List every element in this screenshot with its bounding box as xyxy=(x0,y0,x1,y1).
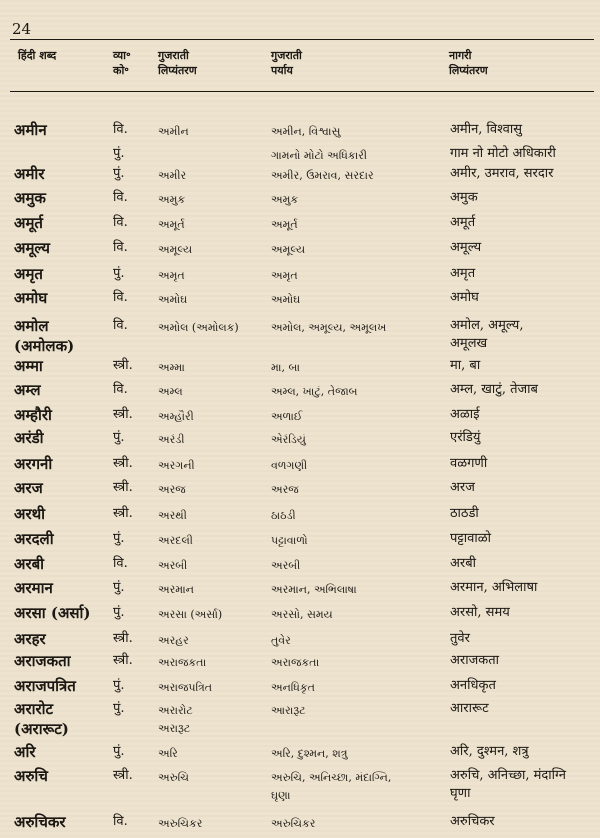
entry-row xyxy=(0,381,600,406)
entry-gujarati-transliteration: અરંડી xyxy=(158,433,185,446)
entry-hindi-word: अरहर xyxy=(14,630,46,648)
entry-hindi-word: अराजपत्रित xyxy=(14,677,76,695)
header-grammar: व्या॰ को॰ xyxy=(113,49,131,77)
entry-row xyxy=(0,239,600,264)
entry-row xyxy=(0,121,600,146)
entry-nagari-transliteration: अराजकता xyxy=(450,653,500,668)
entry-gujarati-transliteration: અરાજકતા xyxy=(158,656,207,669)
entry-gujarati-transliteration: અરુચિ xyxy=(158,771,189,784)
entry-grammar: स्त्री. xyxy=(113,456,133,471)
entry-gujarati-transliteration: અરબી xyxy=(158,559,188,572)
entry-hindi-word: अमीन xyxy=(14,121,47,139)
entry-nagari-transliteration: अमीर, उमराव, सरदार xyxy=(450,166,554,181)
entry-grammar: पुं. xyxy=(113,744,125,759)
entry-row xyxy=(0,579,600,604)
entry-nagari-transliteration: वळगणी xyxy=(450,456,488,471)
entry-gujarati-synonym: અમોઘ xyxy=(271,293,301,306)
entry-grammar: वि. xyxy=(113,556,128,571)
entry-row xyxy=(0,189,600,214)
entry-gujarati-transliteration: અમીન xyxy=(158,125,189,138)
entry-gujarati-synonym: ઠાઠડી xyxy=(271,509,296,522)
entry-gujarati-transliteration: અમુક xyxy=(158,193,186,206)
entry-grammar: वि. xyxy=(113,814,128,829)
entry-row xyxy=(0,479,600,504)
entry-row xyxy=(0,813,600,838)
entry-hindi-word: अम्ल xyxy=(14,381,41,399)
entry-row xyxy=(0,214,600,239)
entry-nagari-transliteration: एरंडियुं xyxy=(450,430,481,445)
page-number: 24 xyxy=(12,20,32,38)
entry-nagari-transliteration: गाम नो मोटो अधिकारी xyxy=(450,146,556,161)
entry-row xyxy=(0,677,600,702)
entry-nagari-transliteration: अमोघ xyxy=(450,290,479,305)
entry-gujarati-synonym: આરારૂટ xyxy=(271,704,306,717)
entry-hindi-word: अरंडी xyxy=(14,429,44,447)
entry-grammar: पुं. xyxy=(113,605,125,620)
entry-nagari-transliteration: अमोल, अमूल्य, अमूलख xyxy=(450,318,524,351)
entry-gujarati-transliteration: અરગની xyxy=(158,459,195,472)
entry-grammar: पुं. xyxy=(113,701,125,716)
entry-gujarati-transliteration: અરાજપત્રિત xyxy=(158,681,213,694)
entry-nagari-transliteration: पट्टावाळो xyxy=(450,531,491,546)
header-hindi-word: हिंदी शब्द xyxy=(18,49,57,62)
entry-grammar: वि. xyxy=(113,122,128,137)
entry-row xyxy=(0,165,600,190)
entry-nagari-transliteration: अरमान, अभिलाषा xyxy=(450,580,538,595)
entry-grammar: वि. xyxy=(113,290,128,305)
entry-grammar: पुं. xyxy=(113,678,125,693)
entry-nagari-transliteration: अमूल्य xyxy=(450,240,482,255)
entry-gujarati-synonym: અરિ, દુશ્મન, શત્રુ xyxy=(271,747,348,760)
entry-hindi-word: अरदली xyxy=(14,530,54,548)
entry-gujarati-transliteration: અરજ xyxy=(158,483,186,496)
entry-gujarati-synonym: અરુચિ, અનિચ્છા, મંદાગ્નિ, ઘૃણા xyxy=(271,771,392,802)
entry-grammar: स्त्री. xyxy=(113,358,133,373)
entry-nagari-transliteration: अनधिकृत xyxy=(450,678,496,693)
entry-hindi-word: अमूल्य xyxy=(14,239,50,257)
entry-nagari-transliteration: मा, बा xyxy=(450,358,481,373)
entry-gujarati-synonym: અરાજકતા xyxy=(271,656,320,669)
entry-gujarati-transliteration: અરમાન xyxy=(158,583,194,596)
entry-nagari-transliteration: अरुचिकर xyxy=(450,814,495,829)
entry-row xyxy=(0,357,600,382)
entry-hindi-word: अरसा (अर्सा) xyxy=(14,604,91,622)
entry-row xyxy=(0,505,600,530)
entry-nagari-transliteration: अळाई xyxy=(450,407,480,422)
entry-gujarati-synonym: ગામનો મોટો અધિકારી xyxy=(271,149,368,162)
entry-hindi-word: अम्हौरी xyxy=(14,406,52,424)
entry-gujarati-synonym: અમૂલ્ય xyxy=(271,243,306,256)
entry-grammar: पुं. xyxy=(113,580,125,595)
entry-grammar: पुं. xyxy=(113,266,125,281)
entry-hindi-word: अमोल (अमोलक) xyxy=(14,317,75,355)
entry-grammar: पुं. xyxy=(113,430,125,445)
entry-row xyxy=(0,317,600,355)
entry-hindi-word: अम्मा xyxy=(14,357,43,375)
entry-grammar: वि. xyxy=(113,215,128,230)
entry-gujarati-synonym: અનધિકૃત xyxy=(271,681,315,694)
entry-gujarati-synonym: એરંડિયું xyxy=(271,433,306,446)
entry-nagari-transliteration: अमुक xyxy=(450,190,478,205)
entry-nagari-transliteration: ठाठडी xyxy=(450,506,479,521)
entry-gujarati-transliteration: અરદલી xyxy=(158,534,193,547)
entry-gujarati-synonym: અરબી xyxy=(271,559,301,572)
entry-grammar: स्त्री. xyxy=(113,407,133,422)
entry-row xyxy=(0,406,600,431)
entry-nagari-transliteration: तुवेर xyxy=(450,631,470,646)
entry-gujarati-transliteration: અરિ xyxy=(158,747,178,760)
entry-nagari-transliteration: आरारूट xyxy=(450,701,489,716)
entry-gujarati-transliteration: અરથી xyxy=(158,509,187,522)
entry-gujarati-transliteration: અમ્લ xyxy=(158,385,183,398)
entry-row xyxy=(0,700,600,738)
entry-grammar: स्त्री. xyxy=(113,653,133,668)
entry-row xyxy=(0,455,600,480)
entry-gujarati-transliteration: અરુચિકર xyxy=(158,817,203,830)
entry-grammar: वि. xyxy=(113,318,128,333)
entry-grammar: स्त्री. xyxy=(113,631,133,646)
entry-hindi-word: अमोघ xyxy=(14,289,48,307)
header-nagari-transliteration: नागरी लिप्यंतरण xyxy=(449,49,488,77)
entry-hindi-word: अमृत xyxy=(14,265,43,283)
entry-gujarati-transliteration: અમોલ (અમોલક) xyxy=(158,321,239,334)
entry-grammar: पुं. xyxy=(113,166,125,181)
entry-hindi-word: अमुक xyxy=(14,189,46,207)
entry-gujarati-transliteration: અમૂર્ત xyxy=(158,218,185,231)
entry-hindi-word: अरमान xyxy=(14,579,53,597)
entry-gujarati-synonym: અરમાન, અભિલાષા xyxy=(271,583,357,596)
entry-grammar: स्त्री. xyxy=(113,506,133,521)
header-gujarati-synonym: गुजराती पर्याय xyxy=(271,49,302,77)
entry-gujarati-synonym: અમુક xyxy=(271,193,299,206)
entry-nagari-transliteration: अमूर्त xyxy=(450,215,476,230)
entry-nagari-transliteration: अम्ल, खाटुं, तेजाब xyxy=(450,382,538,397)
entry-gujarati-synonym: અરુચિકર xyxy=(271,817,316,830)
entry-nagari-transliteration: अरबी xyxy=(450,556,477,571)
entry-gujarati-transliteration: અરસા (અર્સા) xyxy=(158,608,223,621)
entry-hindi-word: अमूर्त xyxy=(14,214,43,232)
entry-hindi-word: अमीर xyxy=(14,165,45,183)
entry-nagari-transliteration: अरुचि, अनिच्छा, मंदाग्नि घृणा xyxy=(450,768,566,801)
entry-gujarati-synonym: વળગણી xyxy=(271,459,308,472)
entry-gujarati-synonym: અમોલ, અમૂલ્ય, અમૂલખ xyxy=(271,321,387,334)
entry-gujarati-synonym: મા, બા xyxy=(271,361,300,374)
entry-gujarati-transliteration: અમ્મા xyxy=(158,361,185,374)
entry-gujarati-synonym: અમૂર્ત xyxy=(271,218,298,231)
entry-nagari-transliteration: अरज xyxy=(450,480,475,495)
entry-gujarati-transliteration: અમ્હૌરી xyxy=(158,410,194,423)
entry-row xyxy=(0,429,600,454)
entry-hindi-word: अरथी xyxy=(14,505,46,523)
entry-hindi-word: अरि xyxy=(14,743,36,761)
entry-row xyxy=(0,265,600,290)
entry-grammar: वि. xyxy=(113,240,128,255)
entry-gujarati-synonym: અમૃત xyxy=(271,269,298,282)
entry-gujarati-synonym: અળાઈ xyxy=(271,410,303,423)
entry-row xyxy=(0,555,600,580)
entry-grammar: वि. xyxy=(113,190,128,205)
entry-gujarati-transliteration: અમોઘ xyxy=(158,293,188,306)
entry-row xyxy=(0,767,600,802)
entry-nagari-transliteration: अमीन, विश्वासु xyxy=(450,122,523,137)
entry-gujarati-synonym: અરસો, સમય xyxy=(271,608,333,621)
entry-hindi-word: अरारोट (अरारूट) xyxy=(14,700,69,738)
entry-hindi-word: अराजकता xyxy=(14,652,71,670)
entry-grammar: पुं. xyxy=(113,146,125,161)
entry-nagari-transliteration: अमृत xyxy=(450,266,476,281)
entry-grammar: पुं. xyxy=(113,531,125,546)
entry-gujarati-synonym: અમીર, ઉમરાવ, સરદાર xyxy=(271,169,374,182)
entry-gujarati-transliteration: અમૂલ્ય xyxy=(158,243,193,256)
entry-grammar: स्त्री. xyxy=(113,480,133,495)
entry-row xyxy=(0,604,600,629)
entry-gujarati-synonym: અમીન, વિશ્વાસુ xyxy=(271,125,341,138)
entry-hindi-word: अरुचि xyxy=(14,767,48,785)
entry-grammar: स्त्री. xyxy=(113,768,133,783)
entry-row xyxy=(0,289,600,314)
entry-gujarati-synonym: અરજ xyxy=(271,483,299,496)
entry-nagari-transliteration: अरसो, समय xyxy=(450,605,510,620)
entry-row xyxy=(0,743,600,768)
entry-hindi-word: अरज xyxy=(14,479,43,497)
entry-row xyxy=(0,530,600,555)
entry-nagari-transliteration: अरि, दुश्मन, शत्रु xyxy=(450,744,529,759)
entry-row xyxy=(0,652,600,677)
entry-hindi-word: अरुचिकर xyxy=(14,813,66,831)
entry-gujarati-synonym: તુવેર xyxy=(271,634,291,647)
entry-gujarati-transliteration: અમીર xyxy=(158,169,187,182)
entry-hindi-word: अरगनी xyxy=(14,455,53,473)
entry-gujarati-transliteration: અમૃત xyxy=(158,269,185,282)
header-gujarati-transliteration: गुजराती लिप्यंतरण xyxy=(158,49,197,77)
entry-hindi-word: अरबी xyxy=(14,555,45,573)
entry-gujarati-synonym: પટ્ટાવાળો xyxy=(271,534,308,547)
entry-gujarati-transliteration: અરહર xyxy=(158,634,189,647)
entry-grammar: वि. xyxy=(113,382,128,397)
entry-gujarati-transliteration: અરારોટ અરારૂટ xyxy=(158,704,193,735)
entry-gujarati-synonym: અમ્લ, ખાટું, તેજાબ xyxy=(271,385,358,398)
